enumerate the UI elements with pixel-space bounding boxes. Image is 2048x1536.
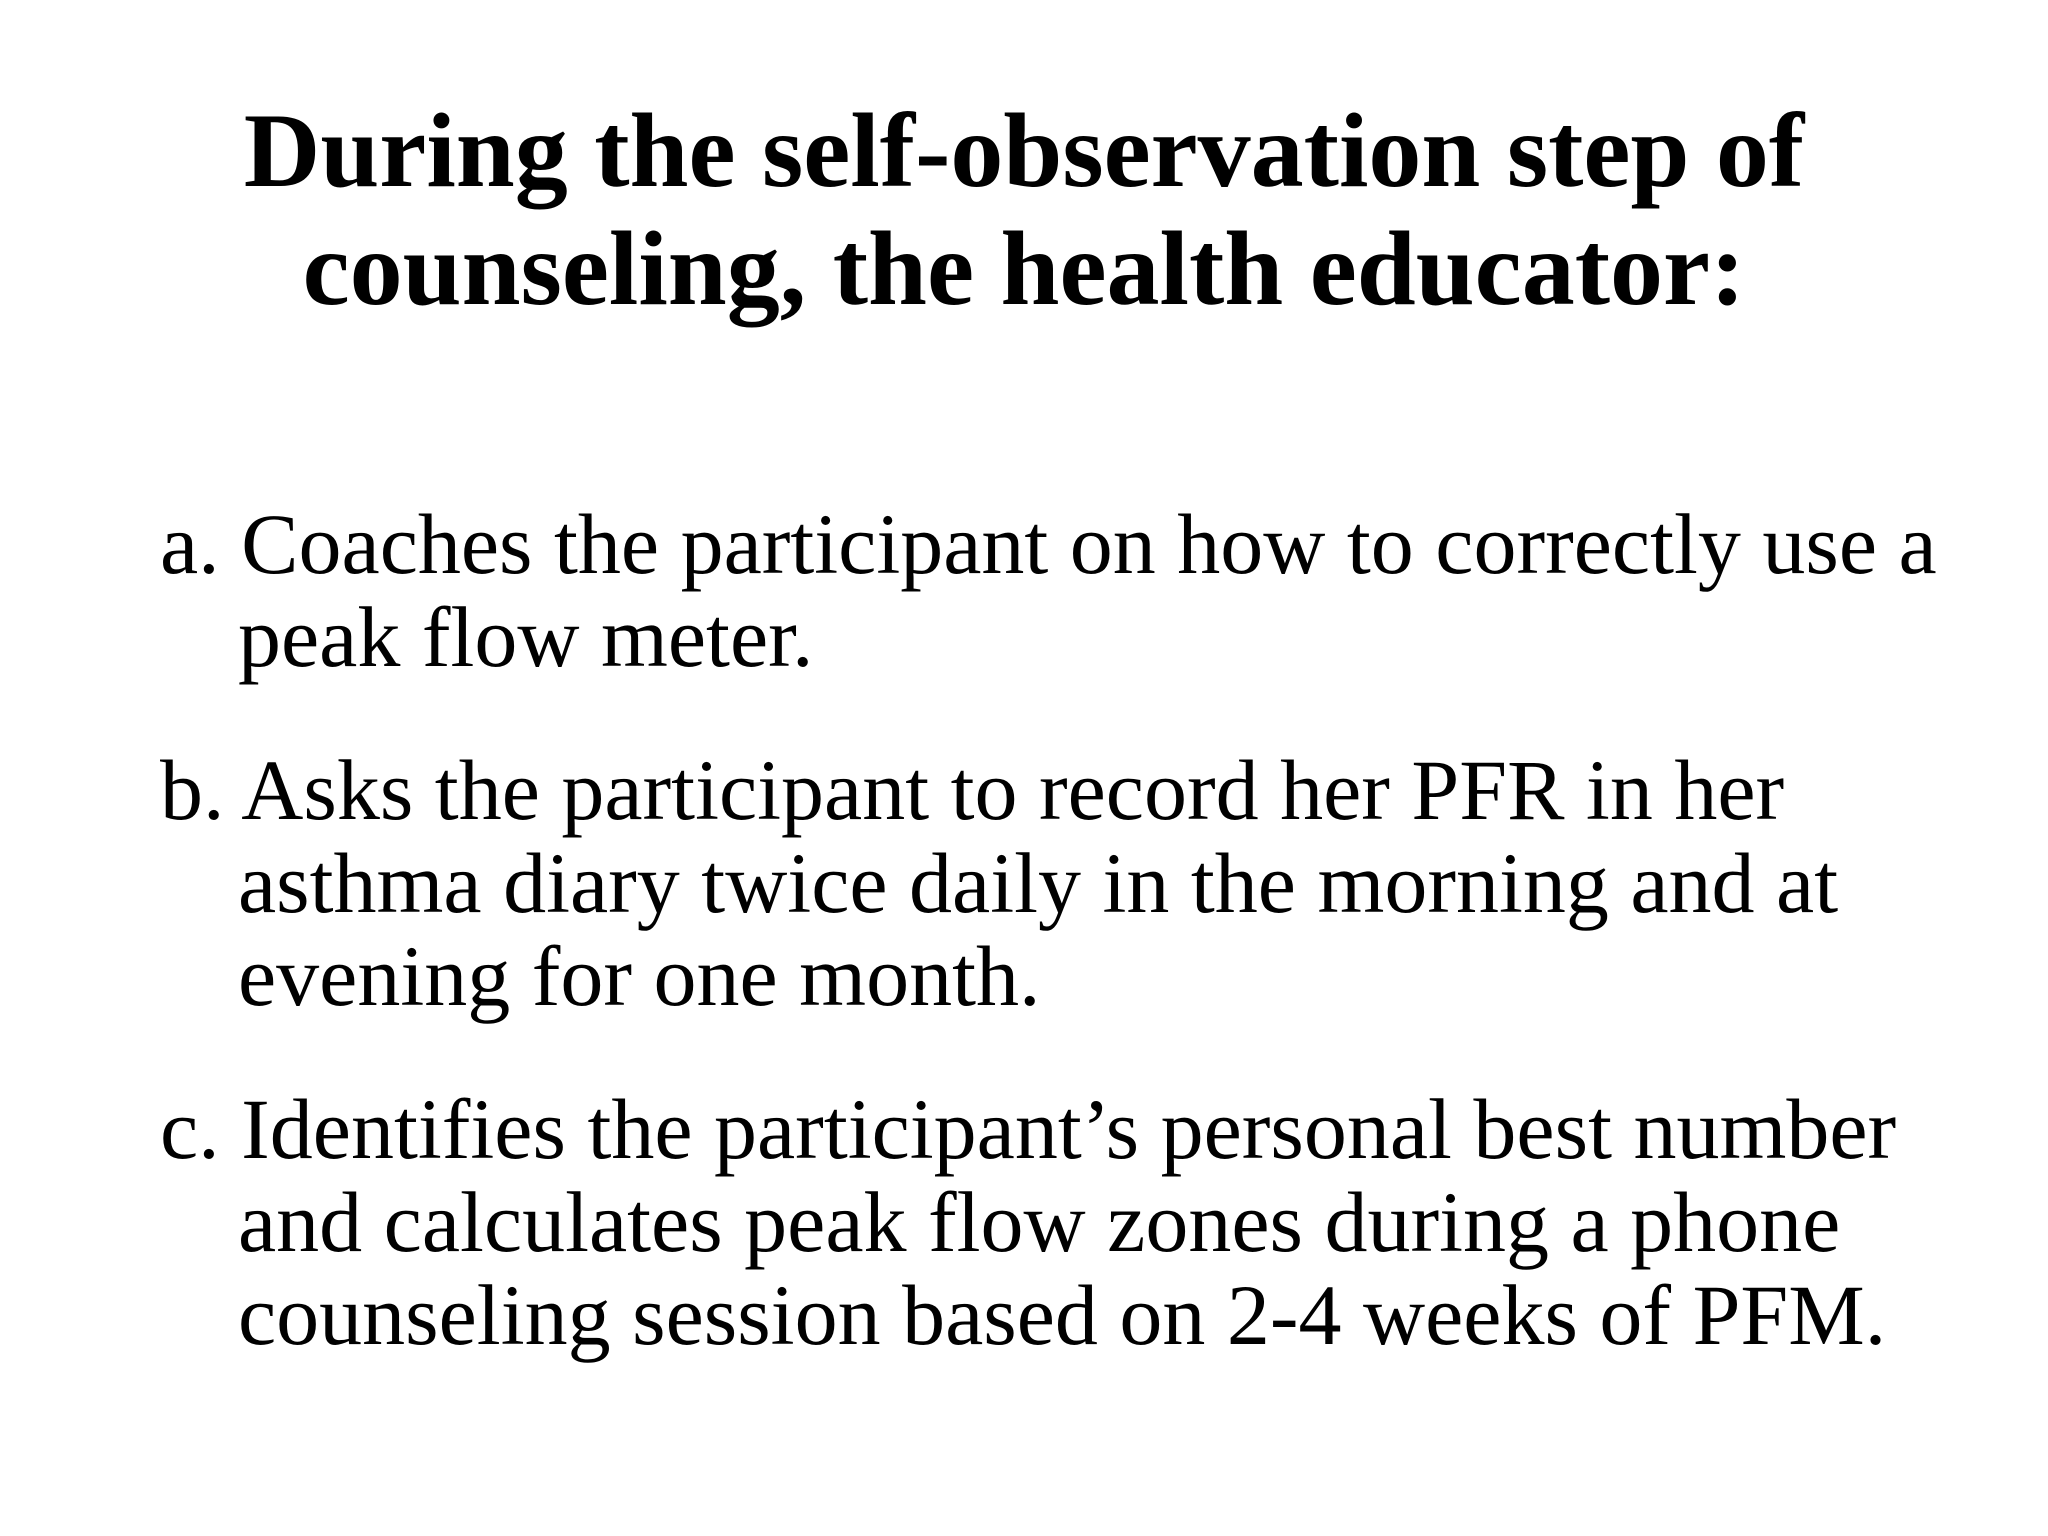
question-title bbox=[0, 92, 2048, 328]
answer-option-a bbox=[160, 498, 2000, 684]
answer-option-b bbox=[160, 744, 2000, 1023]
option-line: peak flow meter. bbox=[238, 589, 814, 685]
option-line: and calculates peak flow zones during a phone bbox=[238, 1174, 1841, 1270]
answer-options bbox=[160, 498, 2000, 1362]
option-line: evening for one month. bbox=[238, 928, 1041, 1024]
title-line: counseling, the health educator: bbox=[302, 210, 1746, 327]
option-line: a. Coaches the participant on how to correctly use a bbox=[160, 496, 1937, 592]
answer-option-c bbox=[160, 1083, 2000, 1362]
option-line: c. Identifies the participant’s personal best number bbox=[160, 1081, 1897, 1177]
title-line: During the self-observation step of bbox=[243, 92, 1805, 209]
option-line: asthma diary twice daily in the morning and at bbox=[238, 835, 1839, 931]
option-line: counseling session based on 2-4 weeks of PFM. bbox=[238, 1267, 1887, 1363]
option-line: b. Asks the participant to record her PFR in her bbox=[160, 742, 1785, 838]
